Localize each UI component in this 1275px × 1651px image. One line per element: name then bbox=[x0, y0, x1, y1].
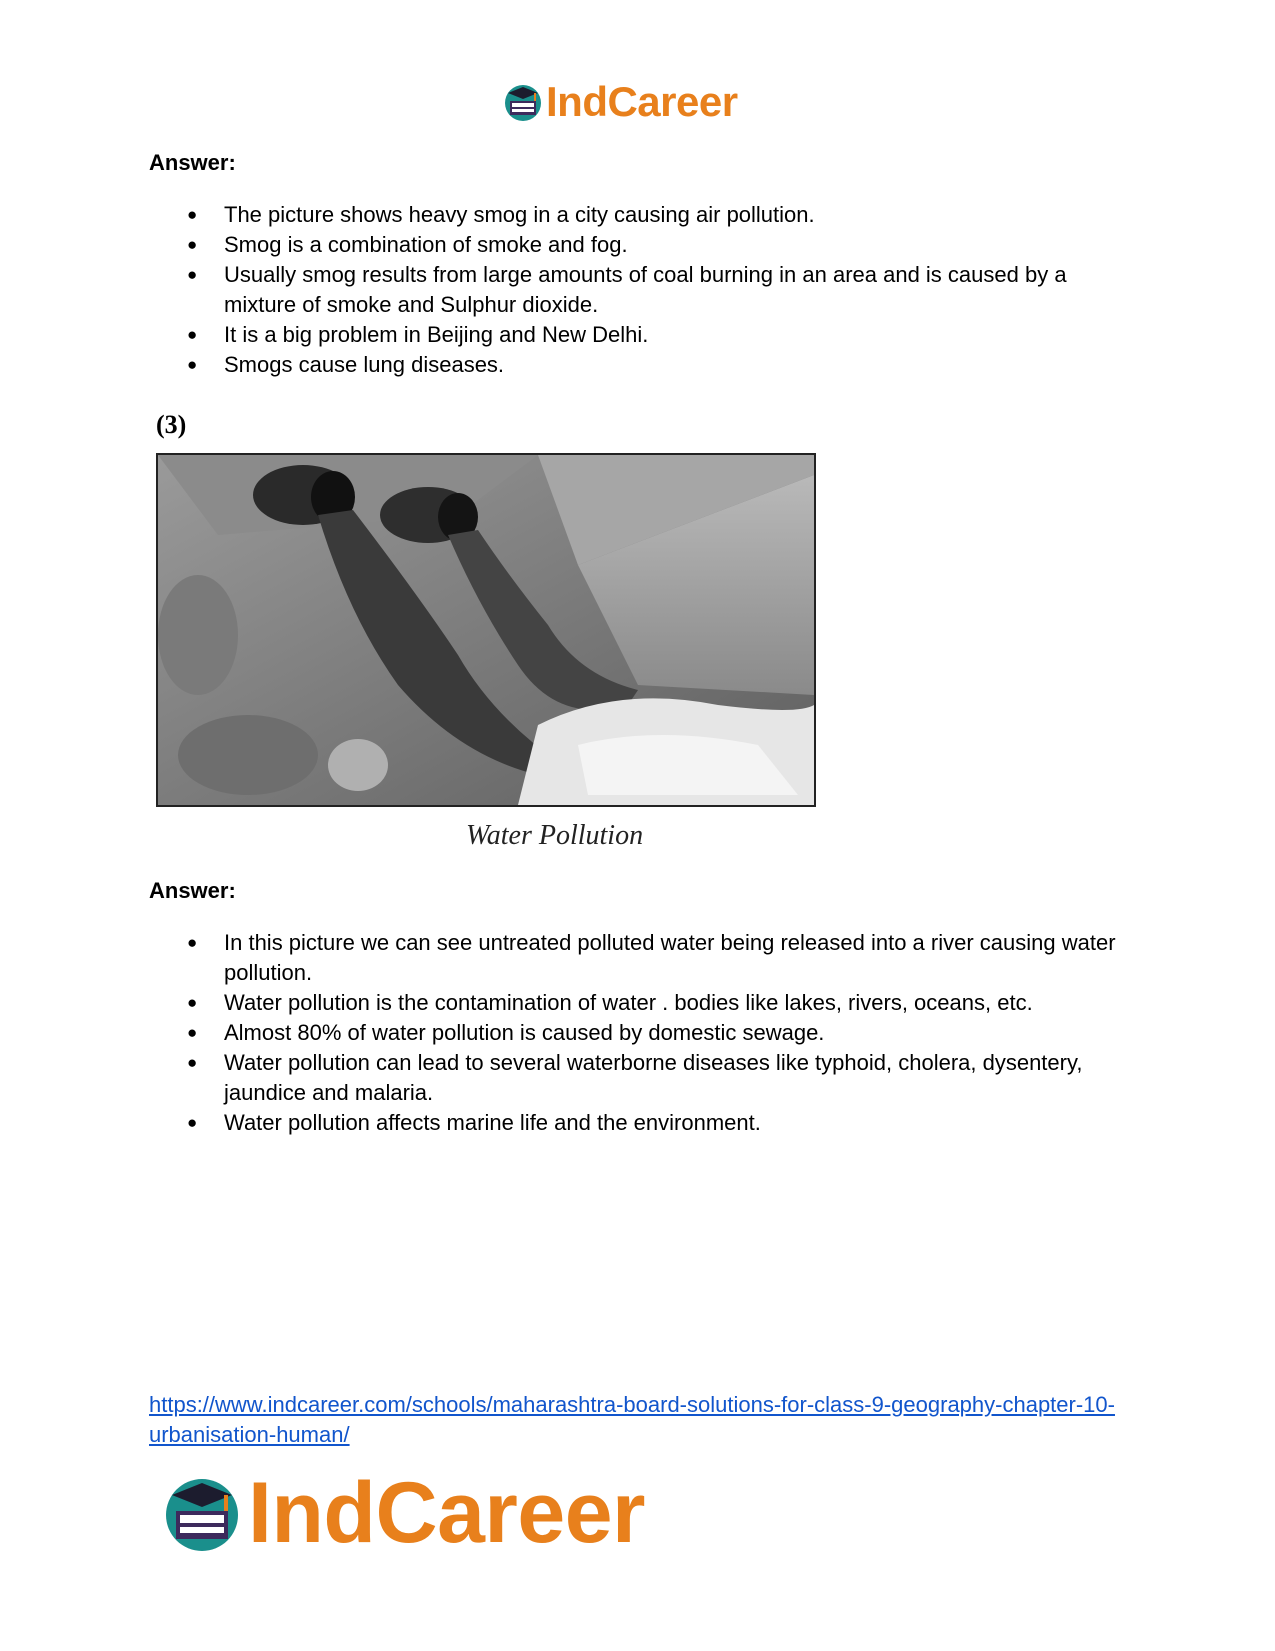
smog-answer-list bbox=[149, 200, 1129, 380]
logo-wordmark: IndCareer bbox=[248, 1464, 645, 1561]
indcareer-logo-bottom bbox=[160, 1464, 645, 1561]
list-item: ● Water pollution can lead to several waterborne diseases like typhoid, cholera, dysentery, jaundice and malaria. bbox=[149, 1048, 1129, 1108]
answer-label: Answer: bbox=[149, 150, 236, 175]
image-caption: Water Pollution bbox=[466, 820, 644, 851]
list-item: ● Smog is a combination of smoke and fog. bbox=[149, 230, 1129, 260]
water-pollution-photo bbox=[156, 453, 816, 807]
list-item: ● It is a big problem in Beijing and New Delhi. bbox=[149, 320, 1129, 350]
graduation-cap-book-icon bbox=[160, 1471, 244, 1555]
list-item: ● Smogs cause lung diseases. bbox=[149, 350, 1129, 380]
list-item: ● Water pollution is the contamination of water . bodies like lakes, rivers, oceans, etc. bbox=[149, 988, 1129, 1018]
list-item: ● Water pollution affects marine life and the environment. bbox=[149, 1108, 1129, 1138]
water-answer-list bbox=[149, 928, 1129, 1138]
question-number: (3) bbox=[156, 410, 187, 439]
answer-label: Answer: bbox=[149, 878, 236, 903]
list-item: ● Almost 80% of water pollution is caused by domestic sewage. bbox=[149, 1018, 1129, 1048]
list-item: ● The picture shows heavy smog in a city causing air pollution. bbox=[149, 200, 1129, 230]
indcareer-logo-top bbox=[502, 78, 738, 126]
source-link[interactable]: https://www.indcareer.com/schools/maharashtra-board-solutions-for-class-9-geography-chapter-10-urbanisation-human/ bbox=[149, 1392, 1115, 1447]
logo-wordmark: IndCareer bbox=[546, 78, 738, 125]
list-item: ● Usually smog results from large amounts of coal burning in an area and is caused by a mixture of smoke and Sulphur dioxide. bbox=[149, 260, 1129, 320]
graduation-cap-book-icon bbox=[502, 81, 544, 123]
list-item: ● In this picture we can see untreated polluted water being released into a river causing water pollution. bbox=[149, 928, 1129, 988]
